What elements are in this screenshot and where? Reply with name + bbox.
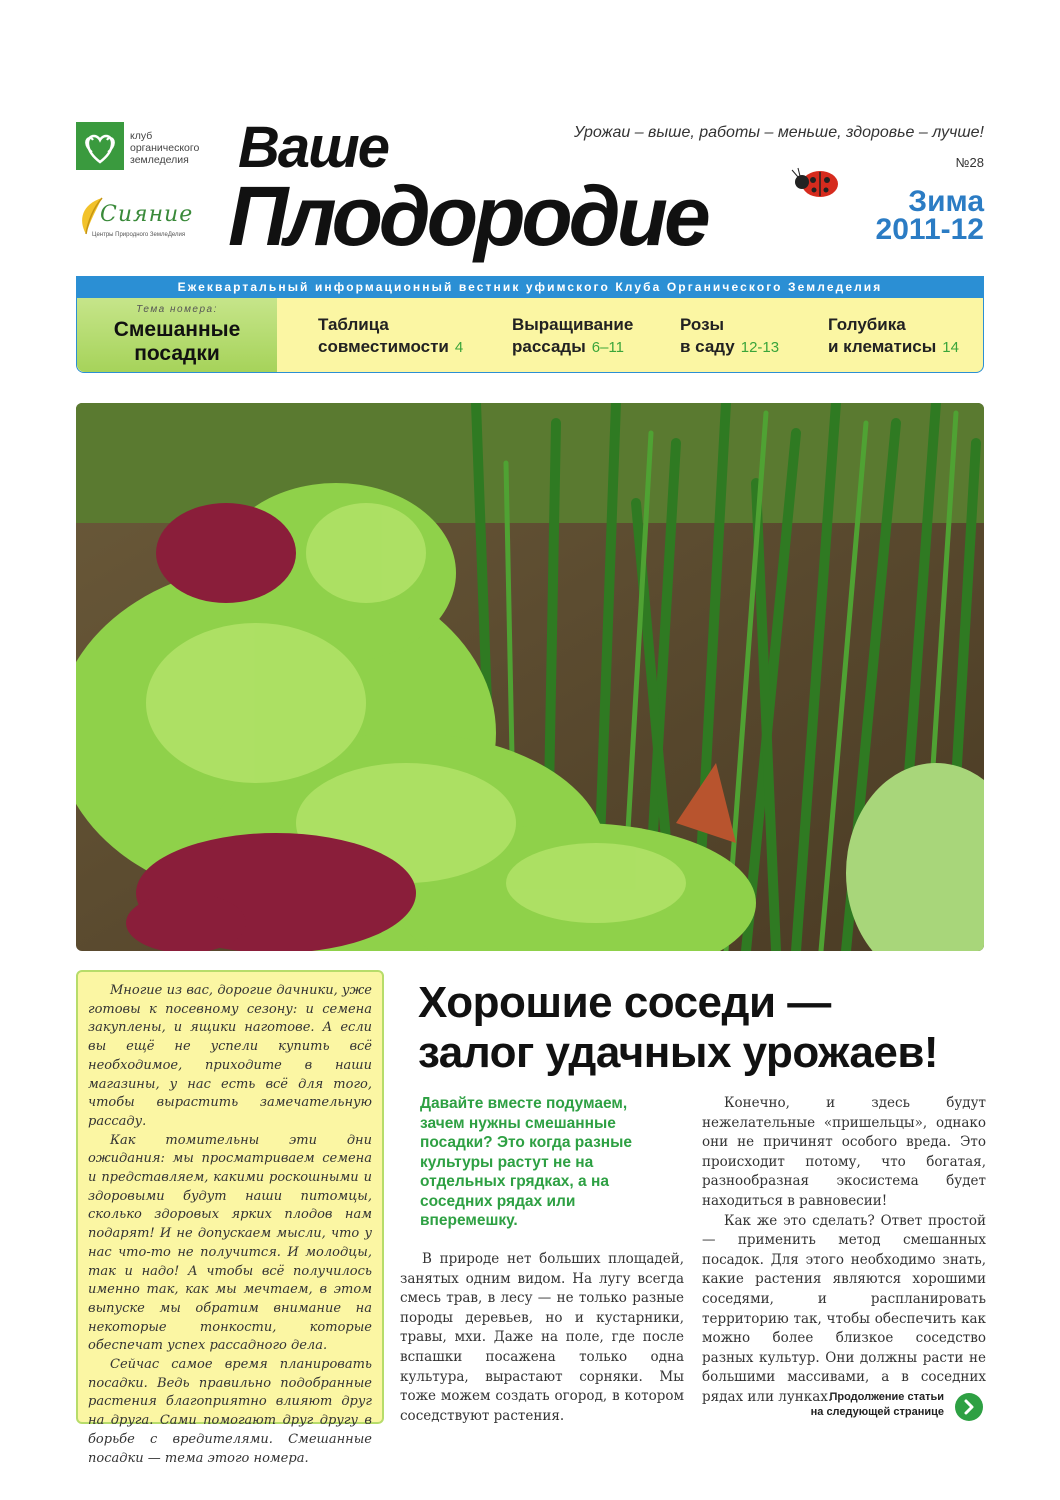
- table-of-contents: [76, 298, 984, 373]
- toc-item-line-2: в саду: [680, 337, 735, 356]
- body-paragraph: В природе нет больших площадей, занятых одним видом. На лугу всегда смесь трав, в лесу — не только разные породы деревьев, но и кустарники, травы, мхи. Даже на поле, где после вспашки посажена только одна культура, вырастают сорняки. Мы тоже можем создать огород, в котором соседствуют растения.: [400, 1251, 684, 1424]
- toc-item-line-1: Таблица: [318, 315, 389, 334]
- article-column-1: [400, 1250, 684, 1426]
- article-column-2: [702, 1094, 986, 1408]
- toc-item[interactable]: [512, 314, 633, 359]
- season: Зима: [908, 185, 984, 218]
- club-logo: [76, 122, 216, 174]
- note-paragraph: Многие из вас, дорогие дачники, уже готовы к посевному сезону: и семена закуплены, и ящики наготове. А если вы ещё не успели купить всё необходимое, приходите в наши магазины, у нас есть всё для того, чтобы вырастить замечательную рассаду.: [88, 983, 372, 1129]
- body-paragraph: Как же это сделать? Ответ простой — применить метод смешанных посадок. Для этого необходимо знать, какие растения являются хорошими соседями, и распланировать территорию так, чтобы обеспечить как можно более близкое соседство разных культур. Они должны расти не большими массивами, а в соседних рядах или лунках.: [702, 1212, 986, 1405]
- headline-line-1: Хорошие соседи —: [418, 978, 831, 1027]
- subtitle-strip: Ежеквартальный информационный вестник уфимского Клуба Органического Земледелия: [76, 276, 984, 298]
- theme-title-line-1: Смешанные: [113, 318, 241, 341]
- article-headline: [418, 978, 988, 1078]
- toc-item-page: 14: [942, 339, 959, 356]
- issue-number: №28: [955, 155, 984, 170]
- siyanie-logo: [76, 192, 216, 248]
- issue-theme: [77, 298, 277, 372]
- intro-note: [76, 970, 384, 1466]
- continue-note[interactable]: [760, 1390, 944, 1420]
- toc-item-line-1: Розы: [680, 315, 725, 334]
- intro-note-text: [88, 982, 372, 1468]
- siyanie-name: Сияние: [100, 202, 194, 227]
- toc-item[interactable]: [318, 314, 463, 359]
- chevron-right-icon: [955, 1393, 983, 1421]
- headline-line-2: залог удачных урожаев!: [418, 1028, 939, 1077]
- note-paragraph: Сейчас самое время планировать посадки. Ведь правильно подобранные растения благоприятно влияют друг на друга. Сами помогают друг другу в борьбе с вредителями. Смешанные посадки — тема этого номера.: [88, 1357, 372, 1466]
- title-line-1: Ваше: [238, 115, 388, 180]
- toc-item-page: 6–11: [591, 339, 624, 356]
- toc-item[interactable]: [680, 314, 779, 359]
- toc-item-line-2: рассады: [512, 337, 586, 356]
- toc-item[interactable]: [828, 314, 959, 359]
- season-date: [875, 185, 984, 246]
- article-lead: Давайте вместе подумаем, зачем нужны смешанные посадки? Это когда разные культуры растут не на отдельных грядках, а на соседних рядах или вперемешку.: [420, 1095, 632, 1229]
- next-page-button[interactable]: [955, 1393, 983, 1421]
- theme-title: [77, 318, 277, 366]
- toc-item-line-1: Голубика: [828, 315, 906, 334]
- theme-title-line-2: посадки: [134, 342, 220, 365]
- toc-item-line-2: и клематисы: [828, 337, 937, 356]
- toc-item-line-2: совместимости: [318, 337, 449, 356]
- continue-line-1: Продолжение статьи: [829, 1391, 944, 1403]
- continue-line-2: на следующей странице: [810, 1406, 944, 1418]
- note-paragraph: Как томительны эти дни ожидания: мы просматриваем семена и представляем, какими роскошными и здоровыми будут наши питомцы, сколько здоровых ярких плодов нам подарят! И не допускаем мысли, что у нас что-то не получится. И молодцы, так и надо! А чтобы всё получилось именно так, как мы мечтаем, в этом выпуске мы обратим внимание на некоторые тонкости, которые обеспечат успех рассадного дела.: [88, 1132, 372, 1354]
- slogan: Урожаи – выше, работы – меньше, здоровье – лучше!: [573, 124, 984, 141]
- toc-item-line-1: Выращивание: [512, 315, 634, 334]
- club-name: клуб органического земледелия: [130, 130, 200, 166]
- body-paragraph: Конечно, и здесь будут нежелательные «пришельцы», однако они не причинят особого вреда. Это происходит потому, что богатая, разнообразная экосистема будет находиться в равновесии!: [702, 1095, 986, 1209]
- hearts-icon: [76, 122, 124, 170]
- ladybug-icon: [790, 164, 842, 198]
- garden-photo: [76, 403, 984, 951]
- toc-item-page: 12-13: [740, 339, 780, 356]
- siyanie-subtitle: Центры Природного ЗемлеДелия: [92, 232, 186, 238]
- title-line-2: Плодородие: [228, 169, 707, 263]
- theme-label: Тема номера:: [136, 304, 218, 315]
- season-years: 2011-12: [875, 213, 984, 246]
- toc-item-page: 4: [454, 339, 464, 356]
